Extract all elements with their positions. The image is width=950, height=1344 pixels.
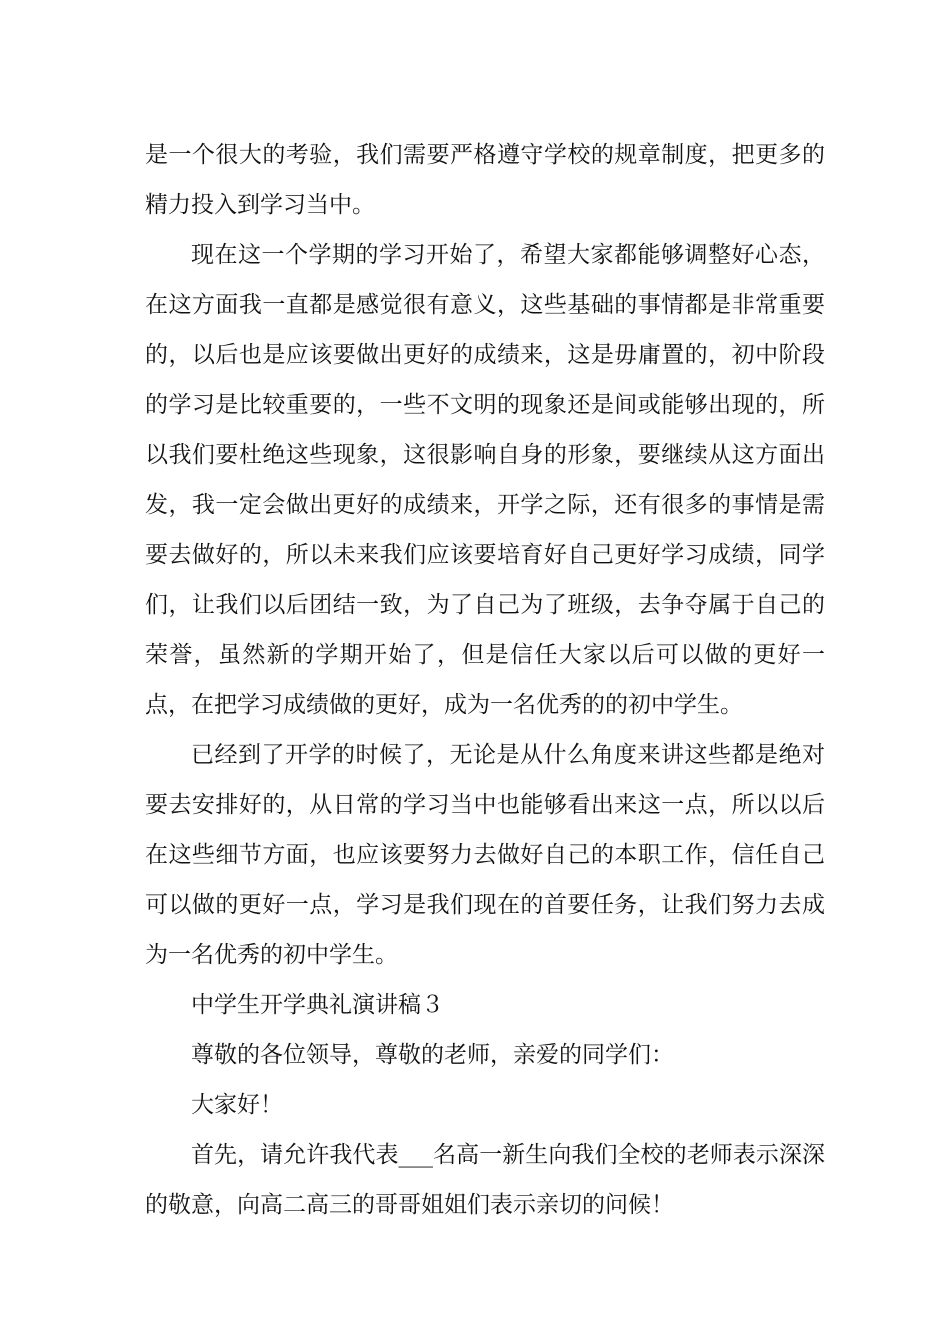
paragraph-opening: 首先，请允许我代表___名高一新生向我们全校的老师表示深深的敬意，向高二高三的哥哥姐姐们表示亲切的问候！ [145,1142,825,1218]
paragraph-2: 现在这一个学期的学习开始了，希望大家都能够调整好心态，在这方面我一直都是感觉很有意义，这些基础的事情都是非常重要的，以后也是应该要做出更好的成绩来，这是毋庸置的，初中阶段的学习是比较重要的，一些不文明的现象还是间或能够出现的，所以我们要杜绝这些现象，这很影响自身的形象，要继续从这方面出发，我一定会做出更好的成绩来，开学之际，还有很多的事情是需要去做好的，所以未来我们应该要培育好自己更好学习成绩，同学们，让我们以后团结一致，为了自己为了班级，去争夺属于自己的荣誉，虽然新的学期开始了，但是信任大家以后可以做的更好一点，在把学习成绩做的更好，成为一名优秀的的初中学生。 [145,242,825,718]
greeting: 大家好！ [191,1092,283,1118]
document-body [145,130,825,1230]
paragraph-1: 是一个很大的考验，我们需要严格遵守学校的规章制度，把更多的精力投入到学习当中。 [145,142,825,218]
salutation: 尊敬的各位领导，尊敬的老师，亲爱的同学们： [191,1042,674,1068]
paragraph-3: 已经到了开学的时候了，无论是从什么角度来讲这些都是绝对要去安排好的，从日常的学习当中也能够看出来这一点，所以以后在这些细节方面，也应该要努力去做好自己的本职工作，信任自己可以做的更好一点，学习是我们现在的首要任务，让我们努力去成为一名优秀的初中学生。 [145,742,825,968]
section-heading: 中学生开学典礼演讲稿３ [191,992,444,1018]
